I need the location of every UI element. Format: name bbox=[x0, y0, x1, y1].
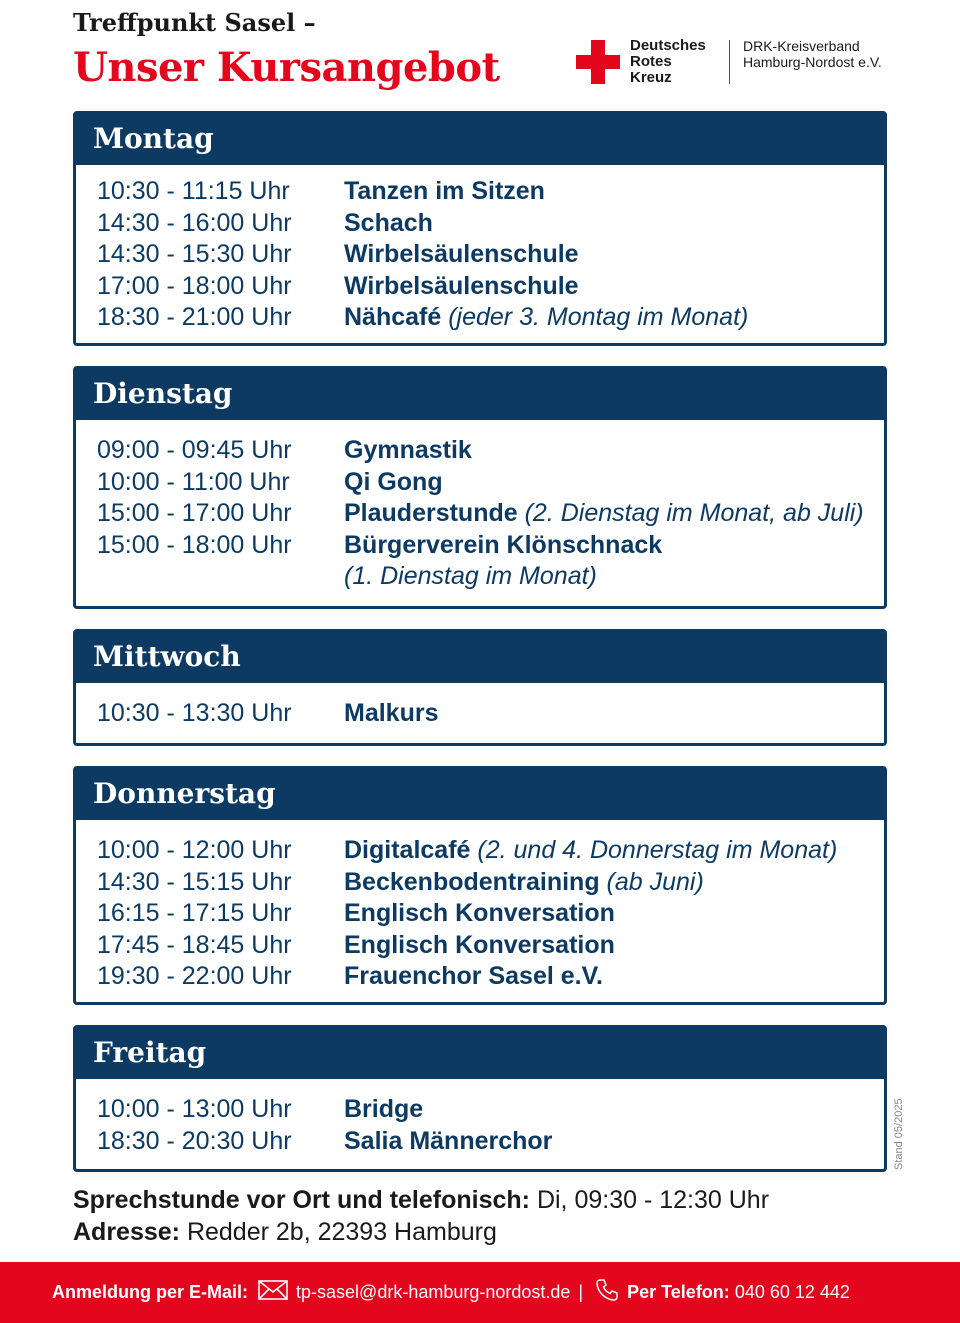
schedule-row bbox=[97, 176, 884, 208]
day-title: Mittwoch bbox=[75, 631, 885, 683]
red-cross-icon bbox=[576, 40, 620, 84]
time-range: 19:30 - 22:00 Uhr bbox=[97, 962, 292, 990]
time-range: 10:30 - 13:30 Uhr bbox=[97, 699, 292, 727]
course-name: Qi Gong bbox=[344, 467, 443, 496]
time-range: 10:00 - 13:00 Uhr bbox=[97, 1095, 292, 1123]
schedule-row bbox=[97, 530, 884, 562]
schedule-row bbox=[97, 208, 884, 240]
schedule-row bbox=[97, 302, 884, 334]
course-name: Schach bbox=[344, 208, 433, 237]
sprechstunde-label: Sprechstunde vor Ort und telefonisch: bbox=[73, 1186, 530, 1214]
logo-wordmark bbox=[630, 38, 706, 86]
adresse-value: Redder 2b, 22393 Hamburg bbox=[180, 1218, 497, 1246]
course-name: Englisch Konversation bbox=[344, 899, 615, 927]
schedule-row bbox=[97, 835, 884, 867]
envelope-icon bbox=[258, 1280, 288, 1305]
course-note: (ab Juni) bbox=[606, 867, 704, 896]
footer-bar bbox=[0, 1262, 960, 1323]
sprechstunde-value: Di, 09:30 - 12:30 Uhr bbox=[530, 1186, 770, 1214]
schedule-row bbox=[97, 1126, 884, 1158]
page-title: Unser Kursangebot bbox=[73, 44, 500, 91]
logo-org-line-1: DRK-Kreisverband bbox=[743, 38, 860, 54]
schedule-row bbox=[97, 271, 884, 303]
day-card-montag bbox=[73, 111, 887, 346]
time-range: 14:30 - 15:15 Uhr bbox=[97, 867, 292, 896]
day-card-freitag bbox=[73, 1025, 887, 1172]
course-name: Wirbelsäulenschule bbox=[344, 240, 579, 268]
schedule-row bbox=[97, 239, 884, 271]
logo-line-2: Rotes bbox=[630, 53, 672, 70]
stand-date: Stand 05/2025 bbox=[893, 1098, 905, 1170]
day-title: Donnerstag bbox=[75, 768, 885, 820]
time-range: 16:15 - 17:15 Uhr bbox=[97, 899, 292, 927]
time-range: 14:30 - 16:00 Uhr bbox=[97, 208, 292, 237]
time-range: 17:45 - 18:45 Uhr bbox=[97, 930, 292, 959]
time-range: 15:00 - 18:00 Uhr bbox=[97, 530, 292, 559]
time-range: 10:30 - 11:15 Uhr bbox=[97, 177, 290, 205]
time-range: 17:00 - 18:00 Uhr bbox=[97, 271, 292, 300]
phone-number[interactable]: 040 60 12 442 bbox=[734, 1282, 850, 1302]
logo-organization bbox=[743, 38, 882, 70]
logo-line-3: Kreuz bbox=[630, 69, 672, 86]
course-name: Bridge bbox=[344, 1095, 424, 1123]
course-name: Tanzen im Sitzen bbox=[344, 177, 545, 205]
footer-separator: | bbox=[578, 1282, 584, 1302]
time-range: 10:00 - 11:00 Uhr bbox=[97, 467, 290, 496]
time-range: 14:30 - 15:30 Uhr bbox=[97, 240, 292, 268]
email-link[interactable]: tp-sasel@drk-hamburg-nordost.de bbox=[296, 1282, 571, 1302]
contact-info bbox=[73, 1184, 769, 1248]
time-range: 18:30 - 21:00 Uhr bbox=[97, 303, 292, 331]
day-title: Dienstag bbox=[75, 368, 885, 420]
course-name: Englisch Konversation bbox=[344, 930, 615, 959]
day-card-dienstag bbox=[73, 366, 887, 609]
course-name: Nähcafé bbox=[344, 303, 442, 331]
logo-line-1: Deutsches bbox=[630, 37, 706, 54]
course-name: Malkurs bbox=[344, 699, 439, 727]
schedule-row bbox=[97, 435, 884, 467]
page-subtitle: Treffpunkt Sasel – bbox=[73, 8, 316, 37]
schedule-row bbox=[97, 898, 884, 930]
course-note: (jeder 3. Montag im Monat) bbox=[448, 303, 749, 331]
phone-label: Per Telefon: bbox=[627, 1282, 730, 1302]
course-note: (2. und 4. Donnerstag im Monat) bbox=[477, 836, 838, 864]
logo-divider bbox=[729, 40, 730, 84]
adresse-line bbox=[73, 1216, 769, 1248]
time-range: 09:00 - 09:45 Uhr bbox=[97, 436, 292, 464]
course-name: Bürgerverein Klönschnack bbox=[344, 530, 663, 559]
schedule-row bbox=[97, 961, 884, 993]
schedule-row bbox=[97, 467, 884, 499]
schedule-row bbox=[97, 867, 884, 899]
schedule-row bbox=[97, 498, 884, 530]
course-name: Frauenchor Sasel e.V. bbox=[344, 962, 603, 990]
logo-org-line-2: Hamburg-Nordost e.V. bbox=[743, 54, 882, 70]
course-name: Plauderstunde bbox=[344, 499, 518, 527]
day-card-donnerstag bbox=[73, 766, 887, 1005]
phone-icon bbox=[595, 1278, 619, 1307]
course-name: Gymnastik bbox=[344, 436, 472, 464]
day-title: Montag bbox=[75, 113, 885, 165]
sprechstunde-line bbox=[73, 1184, 769, 1216]
header bbox=[73, 8, 893, 108]
adresse-label: Adresse: bbox=[73, 1218, 180, 1246]
schedule-row bbox=[97, 698, 884, 730]
drk-logo bbox=[576, 38, 896, 90]
email-label: Anmeldung per E-Mail: bbox=[52, 1282, 249, 1302]
day-title: Freitag bbox=[75, 1027, 885, 1079]
schedule-row bbox=[97, 1094, 884, 1126]
course-note: (1. Dienstag im Monat) bbox=[344, 562, 597, 590]
course-name: Salia Männerchor bbox=[344, 1126, 553, 1155]
schedule-row-continuation bbox=[97, 561, 884, 593]
schedule-row bbox=[97, 930, 884, 962]
time-range: 18:30 - 20:30 Uhr bbox=[97, 1126, 292, 1155]
course-name: Digitalcafé bbox=[344, 836, 471, 864]
time-range: 10:00 - 12:00 Uhr bbox=[97, 836, 292, 864]
day-card-mittwoch bbox=[73, 629, 887, 746]
course-name: Beckenbodentraining bbox=[344, 867, 600, 896]
course-note: (2. Dienstag im Monat, ab Juli) bbox=[524, 499, 864, 527]
course-name: Wirbelsäulenschule bbox=[344, 271, 579, 300]
time-range: 15:00 - 17:00 Uhr bbox=[97, 499, 292, 527]
